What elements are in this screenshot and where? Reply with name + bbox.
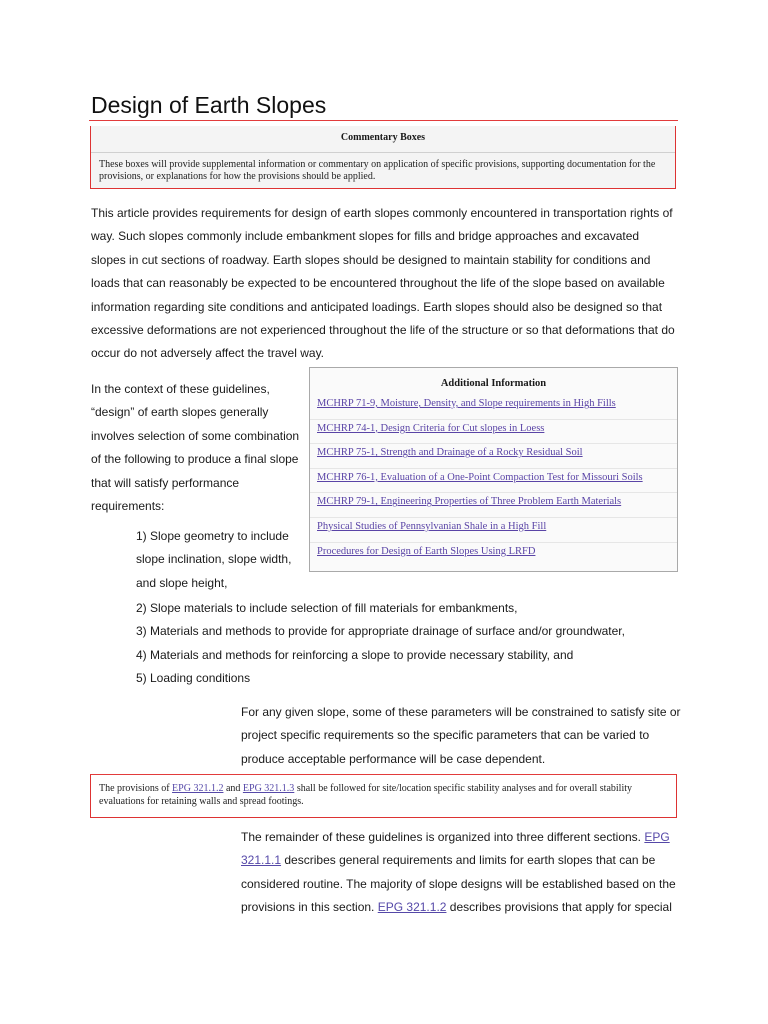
- note-text: shall be followed for site/location specific stability analyses and for overall stability evaluations for retaining walls and spread footings.: [99, 783, 632, 807]
- list-item: 2) Slope materials to include selection of fill materials for embankments,: [136, 601, 518, 615]
- additional-info-item: [310, 469, 677, 494]
- additional-info-list: [310, 395, 677, 567]
- context-paragraph: In the context of these guidelines, “design” of earth slopes generally involves selection of some combination of the following to produce a final slope that will satisfy performance requirements:: [91, 382, 300, 514]
- additional-info-item: [310, 444, 677, 469]
- link-pennsylvanian-shale[interactable]: Physical Studies of Pennsylvanian Shale in a High Fill: [317, 520, 547, 532]
- intro-paragraph: This article provides requirements for design of earth slopes commonly encountered in transportation rights of way. Such slopes commonly include embankment slopes for fills and bridge approaches and excavated slopes in cut sections of roadway. Earth slopes should be designed to maintain stability for conditions and loads that can reasonably be expected to be encountered throughout the life of the slope based on available information regarding site conditions and anticipated loadings. Earth slopes should also be designed so that excessive deformations are not experienced throughout the life of the structure or so that deformations that do occur do not adversely affect the travel way.: [91, 206, 675, 361]
- additional-info-item: [310, 543, 677, 568]
- additional-info-heading: Additional Information: [440, 378, 547, 389]
- link-mchrp-74-1[interactable]: MCHRP 74-1, Design Criteria for Cut slopes in Loess: [317, 422, 545, 434]
- remainder-text: The remainder of these guidelines is organized into three different sections.: [241, 830, 645, 844]
- note-text: and: [223, 783, 243, 794]
- link-mchrp-71-9[interactable]: MCHRP 71-9, Moisture, Density, and Slope requirements in High Fills: [317, 398, 616, 409]
- link-epg-321-1-3[interactable]: EPG 321.1.3: [242, 783, 295, 794]
- list-item: 1) Slope geometry to include slope inclination, slope width, and slope height,: [136, 529, 292, 590]
- additional-info-item: [310, 493, 677, 518]
- list-item: 3) Materials and methods to provide for appropriate drainage of surface and/or groundwater,: [136, 624, 625, 639]
- commentary-box: [90, 126, 676, 189]
- additional-info-box: [309, 367, 678, 572]
- commentary-heading: Commentary Boxes: [340, 132, 426, 143]
- link-epg-321-1-2-body[interactable]: EPG 321.1.2: [377, 900, 447, 915]
- remainder-paragraph: [241, 826, 681, 920]
- commentary-body: These boxes will provide supplemental information or commentary on application of specific provisions, supporting documentation for the provisions, or explanations for how the provisions should be applied.: [99, 159, 656, 182]
- title-divider: [89, 120, 678, 121]
- list-item: 5) Loading conditions: [136, 671, 251, 686]
- remainder-text: describes provisions that apply for special: [446, 900, 672, 915]
- link-lrfd-procedures[interactable]: Procedures for Design of Earth Slopes Using LRFD: [317, 545, 536, 557]
- slope-list: [136, 597, 696, 691]
- link-mchrp-76-1[interactable]: MCHRP 76-1, Evaluation of a One-Point Compaction Test for Missouri Soils: [317, 471, 643, 483]
- slope-list-indented: [136, 525, 306, 595]
- additional-info-item: [310, 395, 677, 420]
- link-epg-321-1-2[interactable]: EPG 321.1.2: [172, 783, 224, 794]
- remainder-text: describes general requirements and limits for earth slopes that can be considered routine. The majority of slope designs will be established based on the provisions in this section.: [241, 853, 676, 915]
- additional-info-item: [310, 420, 677, 445]
- page-title: Design of Earth Slopes: [91, 92, 327, 118]
- given-slope-paragraph: For any given slope, some of these parameters will be constrained to satisfy site or project specific requirements so the specific parameters that can be varied to produce acceptable performance will be case dependent.: [241, 705, 681, 766]
- link-mchrp-79-1[interactable]: MCHRP 79-1, Engineering Properties of Three Problem Earth Materials: [317, 496, 622, 508]
- list-item: 4) Materials and methods for reinforcing a slope to provide necessary stability, and: [136, 647, 574, 662]
- link-epg-321-1-1[interactable]: EPG 321.1.1: [241, 830, 670, 868]
- additional-info-item: [310, 518, 677, 543]
- provisions-note-box: [90, 774, 677, 818]
- link-mchrp-75-1[interactable]: MCHRP 75-1, Strength and Drainage of a Rocky Residual Soil: [317, 447, 583, 459]
- note-text: The provisions of: [99, 783, 173, 794]
